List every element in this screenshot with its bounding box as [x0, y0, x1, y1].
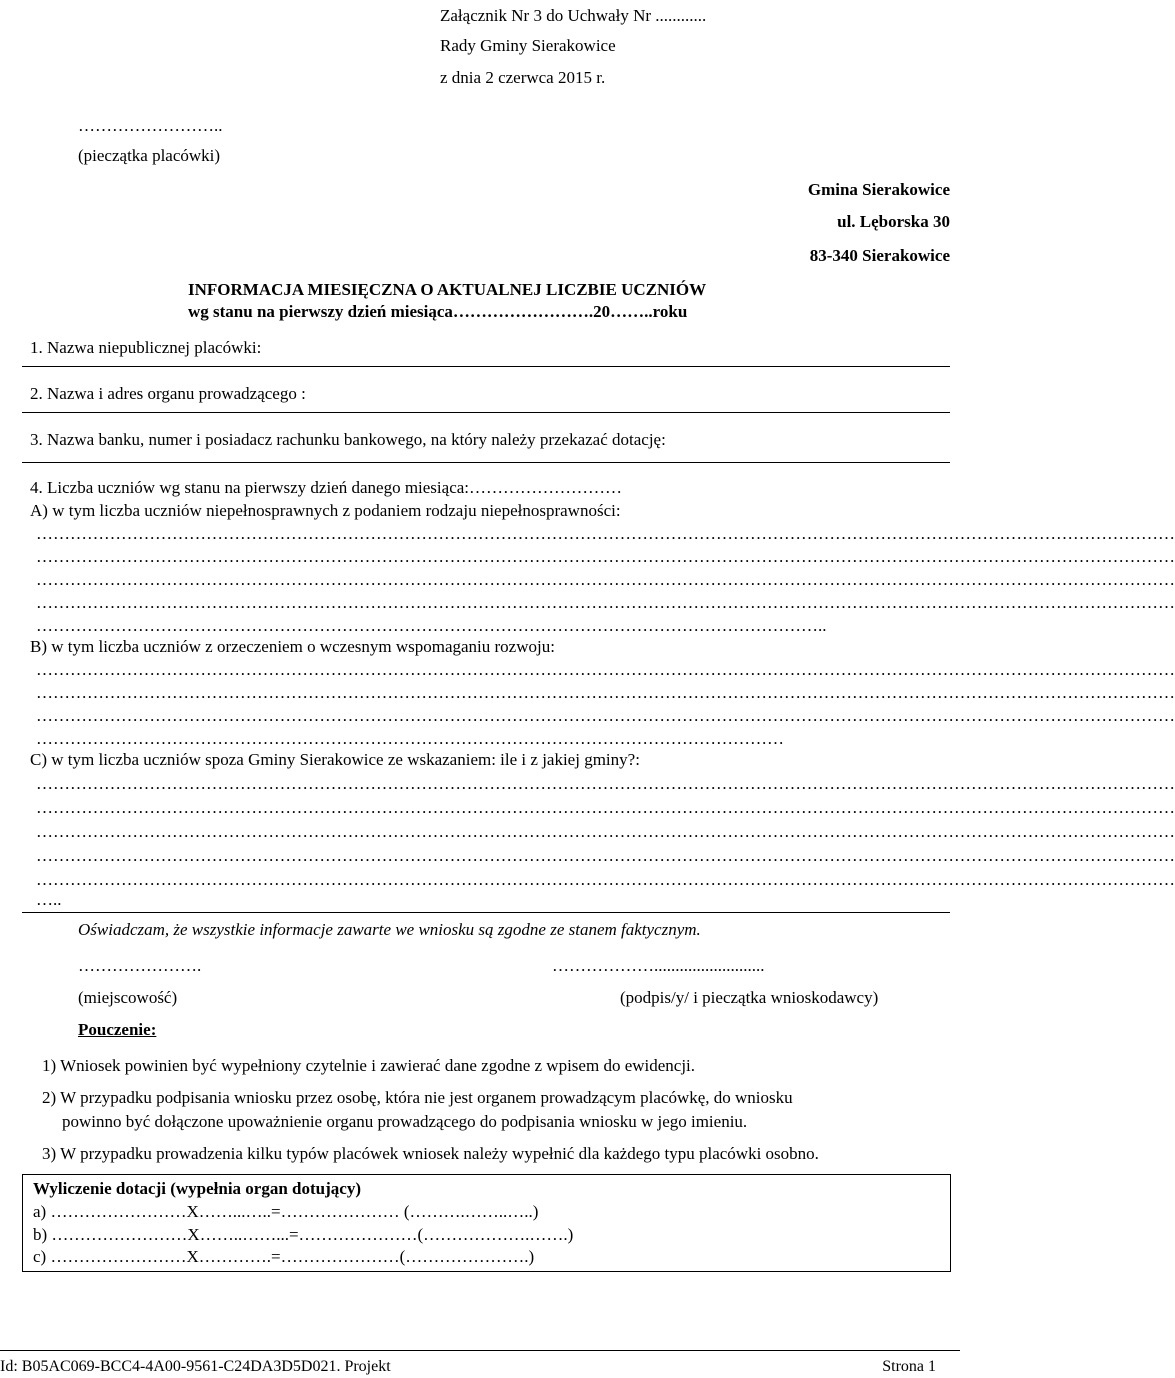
declaration-text: Oświadczam, że wszystkie informacje zawarte we wniosku są zgodne ze stanem faktycznym.	[78, 920, 701, 939]
section-c-label: C) w tym liczba uczniów spoza Gminy Sierakowice ze wskazaniem: ile i z jakiej gminy?:	[30, 750, 640, 769]
stamp-label: (pieczątka placówki)	[78, 146, 221, 165]
instruction-2b: powinno być dołączone upoważnienie organu prowadzącego do podpisania wniosku w jego imieniu.	[62, 1112, 748, 1131]
dotline-c2: …………………………………………………………………………………………………………………………………………………………………………………	[36, 798, 1175, 817]
council-line: Rady Gminy Sierakowice	[440, 36, 616, 55]
instruction-1: 1) Wniosek powinien być wypełniony czytelnie i zawierać dane zgodne z wpisem do ewidencji.	[42, 1056, 696, 1075]
field-bank-account: 3. Nazwa banku, numer i posiadacz rachunku bankowego, na który należy przekazać dotację:	[30, 430, 666, 449]
field-governing-body: 2. Nazwa i adres organu prowadzącego :	[30, 384, 306, 403]
calculation-title: Wyliczenie dotacji (wypełnia organ dotujący)	[33, 1179, 361, 1198]
dotline-b2: …………………………………………………………………………………………………………………………………………………………………………………	[36, 683, 1175, 702]
dotline-c4: …………………………………………………………………………………………………………………………………………………………………………………	[36, 846, 1175, 865]
rule-4	[22, 912, 950, 913]
dotline-a3: …………………………………………………………………………………………………………………………………………………………………………………	[36, 570, 1175, 589]
calculation-row-c: c) ……………………X………….=…………………(………………….)	[33, 1247, 535, 1266]
calculation-row-b: b) ……………………X……..……...=…………………(……………….…….)	[33, 1225, 574, 1244]
attachment-line: Załącznik Nr 3 do Uchwały Nr ............	[440, 6, 707, 25]
dotline-b1: …………………………………………………………………………………………………………………………………………………………………………………	[36, 660, 1175, 679]
instructions-title: Pouczenie:	[78, 1020, 157, 1039]
dotline-a4: …………………………………………………………………………………………………………………………………………………………………………………	[36, 593, 1175, 612]
form-subtitle: wg stanu na pierwszy dzień miesiąca…………………….20……..roku	[188, 302, 688, 321]
footer-rule	[0, 1350, 960, 1351]
calculation-box	[22, 1174, 951, 1272]
form-title: INFORMACJA MIESIĘCZNA O AKTUALNEJ LICZBIE UCZNIÓW	[188, 280, 707, 299]
dotline-c6: …..	[36, 890, 62, 909]
signature-label: (podpis/y/ i pieczątka wnioskodawcy)	[620, 988, 879, 1007]
dotline-c1: …………………………………………………………………………………………………………………………………………………………………………………	[36, 774, 1175, 793]
instruction-3: 3) W przypadku prowadzenia kilku typów placówek wniosek należy wypełnić dla każdego typu placówki osobno.	[42, 1144, 819, 1163]
rule-2	[22, 412, 950, 413]
calculation-row-a: a) ……………………X……...…..=………………… (……….……..…..)	[33, 1202, 539, 1221]
dotline-b4: ……………………………………………………………………………………………………………………	[36, 729, 784, 748]
field-student-count: 4. Liczba uczniów wg stanu na pierwszy dzień danego miesiąca:………………………	[30, 478, 623, 497]
rule-1	[22, 366, 950, 367]
place-label: (miejscowość)	[78, 988, 178, 1007]
field-facility-name: 1. Nazwa niepublicznej placówki:	[30, 338, 262, 357]
rule-3	[22, 462, 950, 463]
recipient-city: 83-340 Sierakowice	[809, 246, 950, 265]
page-number: Strona 1	[882, 1358, 936, 1375]
instruction-2a: 2) W przypadku podpisania wniosku przez osobę, która nie jest organem prowadzącym placówkę, do wniosku	[42, 1088, 793, 1107]
section-a-label: A) w tym liczba uczniów niepełnosprawnych z podaniem rodzaju niepełnosprawności:	[30, 501, 621, 520]
document-id: Id: B05AC069-BCC4-4A00-9561-C24DA3D5D021. Projekt	[0, 1358, 391, 1375]
dotline-c5: …………………………………………………………………………………………………………………………………………………………………………………	[36, 870, 1175, 889]
stamp-dots: ……………………..	[78, 116, 223, 135]
signature-dots: ………………..........................	[552, 956, 765, 975]
date-line: z dnia 2 czerwca 2015 r.	[440, 68, 606, 87]
dotline-b3: …………………………………………………………………………………………………………………………………………………………………………………	[36, 706, 1175, 725]
dotline-a2: …………………………………………………………………………………………………………………………………………………………………………………	[36, 547, 1175, 566]
section-b-label: B) w tym liczba uczniów z orzeczeniem o wczesnym wspomaganiu rozwoju:	[30, 637, 555, 656]
dotline-c3: …………………………………………………………………………………………………………………………………………………………………………………	[36, 822, 1175, 841]
dotline-a5: …………………………………………………………………………………………………………………………..	[36, 616, 827, 635]
place-dots: ………………….	[78, 956, 202, 975]
dotline-a1: …………………………………………………………………………………………………………………………………………………………………………………	[36, 524, 1175, 543]
recipient-street: ul. Lęborska 30	[837, 212, 950, 231]
recipient-name: Gmina Sierakowice	[807, 180, 950, 199]
